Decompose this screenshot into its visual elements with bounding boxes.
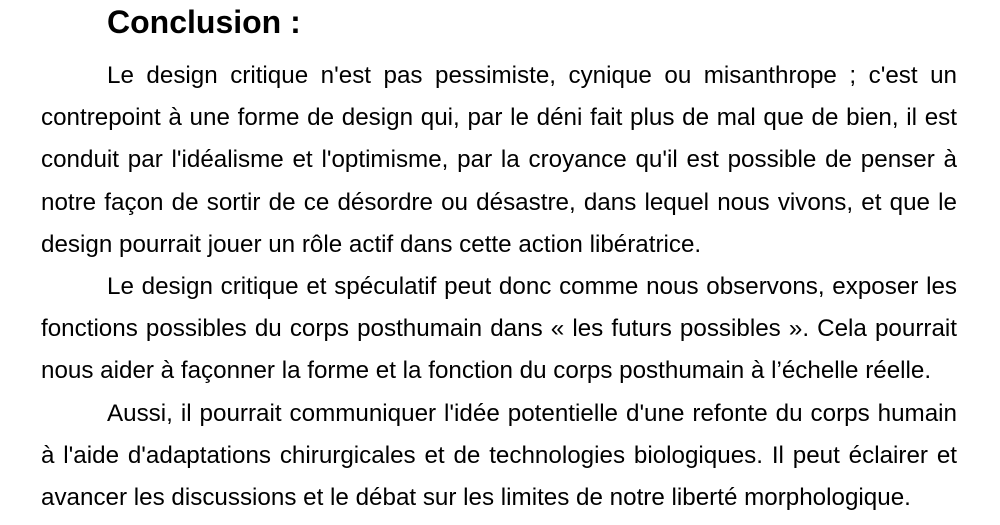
text-line: Le design critique n'est pas pessimiste, cynique ou misanthrope ; c'est un bbox=[107, 62, 957, 89]
text-line: Aussi, il pourrait communiquer l'idée potentielle d'une refonte du corps humain bbox=[107, 399, 957, 427]
text-line: design pourrait jouer un rôle actif dans cette action libératrice. bbox=[41, 230, 702, 258]
text-line: notre façon de sortir de ce désordre ou désastre, dans lequel nous vivons, et que le bbox=[41, 188, 957, 216]
document-body bbox=[41, 55, 957, 519]
text-line: conduit par l'idéalisme et l'optimisme, par la croyance qu'il est possible de penser à bbox=[41, 146, 957, 174]
text-line: à l'aide d'adaptations chirurgicales et de technologies biologiques. Il peut éclairer et bbox=[41, 441, 957, 469]
text-line: contrepoint à une forme de design qui, par le déni fait plus de mal que de bien, il est bbox=[41, 104, 957, 132]
paragraph-3 bbox=[41, 393, 957, 520]
text-line: avancer les discussions et le débat sur les limites de notre liberté morphologique. bbox=[41, 483, 911, 511]
paragraph-2 bbox=[41, 266, 957, 393]
text-line: Le design critique et spéculatif peut donc comme nous observons, exposer les bbox=[107, 272, 957, 300]
text-line: nous aider à façonner la forme et la fonction du corps posthumain à l’échelle réelle. bbox=[41, 357, 932, 385]
section-heading: Conclusion : bbox=[107, 4, 301, 40]
paragraph-1 bbox=[41, 55, 957, 266]
text-line: fonctions possibles du corps posthumain dans « les futurs possibles ». Cela pourrait bbox=[41, 315, 957, 343]
